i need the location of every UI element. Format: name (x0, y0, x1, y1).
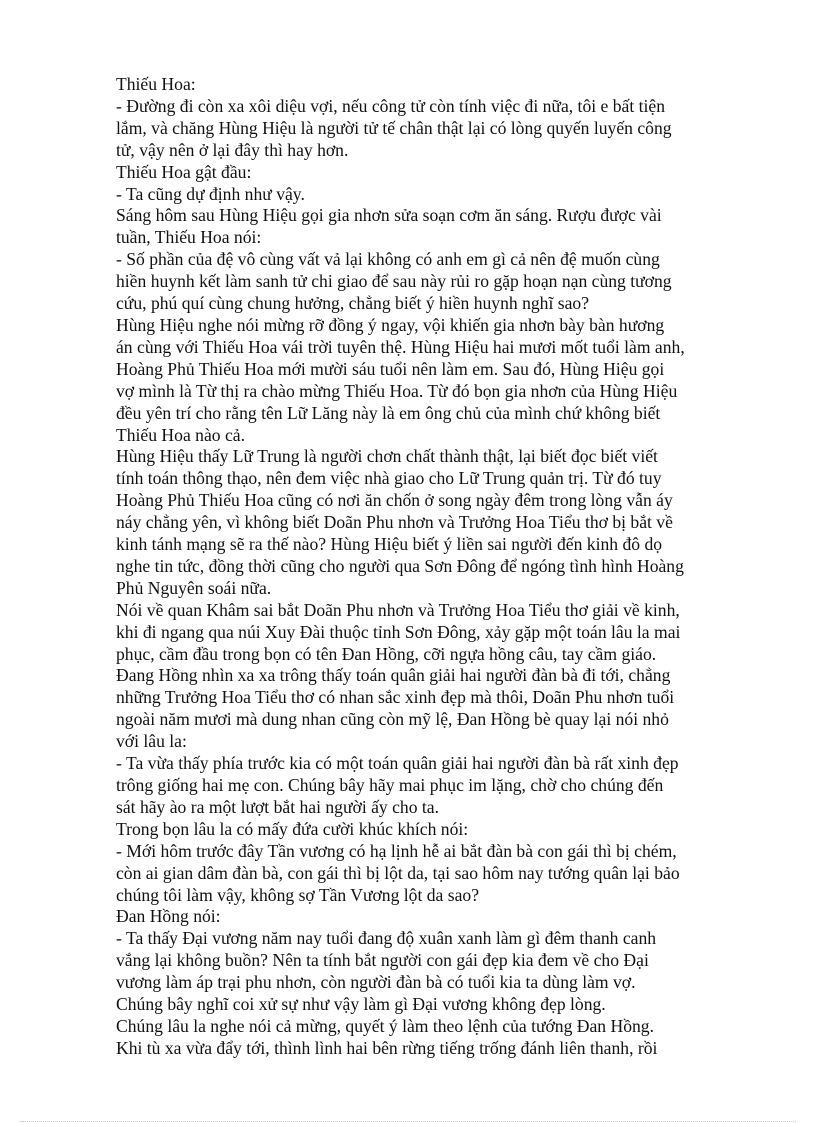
text-line: Thiếu Hoa: (116, 74, 196, 94)
text-line: vợ mình là Từ thị ra chào mừng Thiếu Hoa. Từ đó bọn gia nhơn của Hùng Hiệu (116, 380, 678, 401)
text-line: Chúng bây nghĩ coi xử sự như vậy làm gì Đại vương không đẹp lòng. (116, 994, 606, 1015)
text-line: Sáng hôm sau Hùng Hiệu gọi gia nhơn sửa soạn cơm ăn sáng. Rượu được vài (116, 205, 662, 226)
text-line: chúng tôi làm vậy, không sợ Tần Vương lột da sao? (116, 884, 480, 905)
text-line: Thiếu Hoa nào cả. (116, 424, 245, 445)
text-line: lắm, và chăng Hùng Hiệu là người tử tế chân thật lại có lòng quyến luyến công (116, 117, 672, 138)
text-line: Hoàng Phủ Thiếu Hoa mới mười sáu tuổi nên làm em. Sau đó, Hùng Hiệu gọi (116, 358, 665, 379)
text-line: tính toán thông thạo, nên đem việc nhà giao cho Lữ Trung quản trị. Từ đó tuy (116, 468, 662, 489)
text-line: Hùng Hiệu nghe nói mừng rỡ đồng ý ngay, vội khiến gia nhơn bày bàn hương (116, 314, 665, 335)
document-body (116, 74, 728, 1060)
text-line: Khi tù xa vừa đẩy tới, thình lình hai bên rừng tiếng trống đánh liên thanh, rồi (116, 1037, 658, 1058)
text-line: Nói về quan Khâm sai bắt Doãn Phu nhơn và Trưởng Hoa Tiểu thơ giải về kinh, (116, 599, 680, 620)
text-line: án cùng với Thiếu Hoa vái trời tuyên thệ. Hùng Hiệu hai mươi mốt tuổi làm anh, (116, 336, 685, 357)
text-line: Chúng lâu la nghe nói cả mừng, quyết ý làm theo lệnh của tướng Đan Hồng. (116, 1015, 654, 1036)
text-line: Thiếu Hoa gật đầu: (116, 161, 252, 182)
text-line: - Ta thấy Đại vương năm nay tuổi đang độ xuân xanh làm gì đêm thanh canh (116, 928, 657, 949)
text-line: vương làm áp trại phu nhơn, còn người đàn bà có tuổi kia ta dùng làm vợ. (116, 972, 636, 993)
text-line: Hoàng Phủ Thiếu Hoa cũng có nơi ăn chốn ở song ngày đêm trong lòng vẫn áy (116, 490, 673, 511)
text-line: đều yên trí cho rằng tên Lữ Lăng này là em ông chủ của mình chứ không biết (116, 402, 661, 423)
text-line: phục, cầm đầu trong bọn có tên Đan Hồng, cỡi ngựa hồng câu, tay cầm giáo. (116, 643, 657, 664)
text-line: Hùng Hiệu thấy Lữ Trung là người chơn chất thành thật, lại biết đọc biết viết (116, 446, 658, 467)
text-line: - Mới hôm trước đây Tần vương có hạ lịnh hễ ai bắt đàn bà con gái thì bị chém, (116, 840, 677, 861)
text-line: hiền huynh kết làm sanh tử chi giao để sau này rủi ro gặp hoạn nạn cùng tương (116, 271, 672, 292)
text-line: - Ta cũng dự định như vậy. (116, 183, 305, 204)
text-line: náy chẳng yên, vì không biết Doãn Phu nhơn và Trưởng Hoa Tiểu thơ bị bắt về (116, 512, 673, 533)
text-line: - Đường đi còn xa xôi diệu vợi, nếu công tử còn tính việc đi nữa, tôi e bất tiện (116, 95, 666, 116)
text-line: với lâu la: (116, 731, 187, 752)
text-line: - Ta vừa thấy phía trước kia có một toán quân giải hai người đàn bà rất xinh đẹp (116, 753, 679, 774)
text-line: tuần, Thiếu Hoa nói: (116, 227, 262, 248)
text-line: còn ai gian dâm đàn bà, con gái thì bị lột da, tại sao hôm nay tướng quân lại bảo (116, 862, 680, 883)
text-line: Trong bọn lâu la có mấy đứa cười khúc khích nói: (116, 818, 469, 839)
text-line: tử, vậy nên ở lại đây thì hay hơn. (116, 139, 349, 160)
text-line: - Số phần của đệ vô cùng vất vả lại không có anh em gì cả nên đệ muốn cùng (116, 249, 660, 270)
text-line: Phủ Nguyên soái nữa. (116, 577, 272, 598)
text-line: cứu, phú quí cùng chung hưởng, chẳng biết ý hiền huynh nghĩ sao? (116, 293, 590, 314)
text-line: nghe tin tức, đồng thời cũng cho người qua Sơn Đông để ngóng tình hình Hoàng (116, 555, 684, 576)
text-line: sát hãy ào ra một lượt bắt hai người ấy cho ta. (116, 796, 440, 817)
text-line: trông giống hai mẹ con. Chúng bây hãy mai phục im lặng, chờ cho chúng đến (116, 775, 664, 795)
text-line: kinh tánh mạng sẽ ra thế nào? Hùng Hiệu biết ý liền sai người đến kinh đô dọ (116, 534, 663, 555)
text-line: khi đi ngang qua núi Xuy Đài thuộc tỉnh Sơn Đông, xảy gặp một toán lâu la mai (116, 621, 681, 642)
text-line: Đang Hồng nhìn xa xa trông thấy toán quân giải hai người đàn bà đi tới, chẳng (116, 665, 671, 686)
text-line: vắng lại không buồn? Nên ta tính bắt người con gái đẹp kia đem về cho Đại (116, 950, 649, 971)
text-line: những Trưởng Hoa Tiểu thơ có nhan sắc xinh đẹp mà thôi, Doãn Phu nhơn tuổi (116, 687, 675, 708)
text-line: Đan Hồng nói: (116, 906, 221, 927)
page-bottom-divider (20, 1121, 796, 1122)
text-line: ngoài năm mươi mà dung nhan cũng còn mỹ lệ, Đan Hồng bè quay lại nói nhỏ (116, 709, 669, 730)
